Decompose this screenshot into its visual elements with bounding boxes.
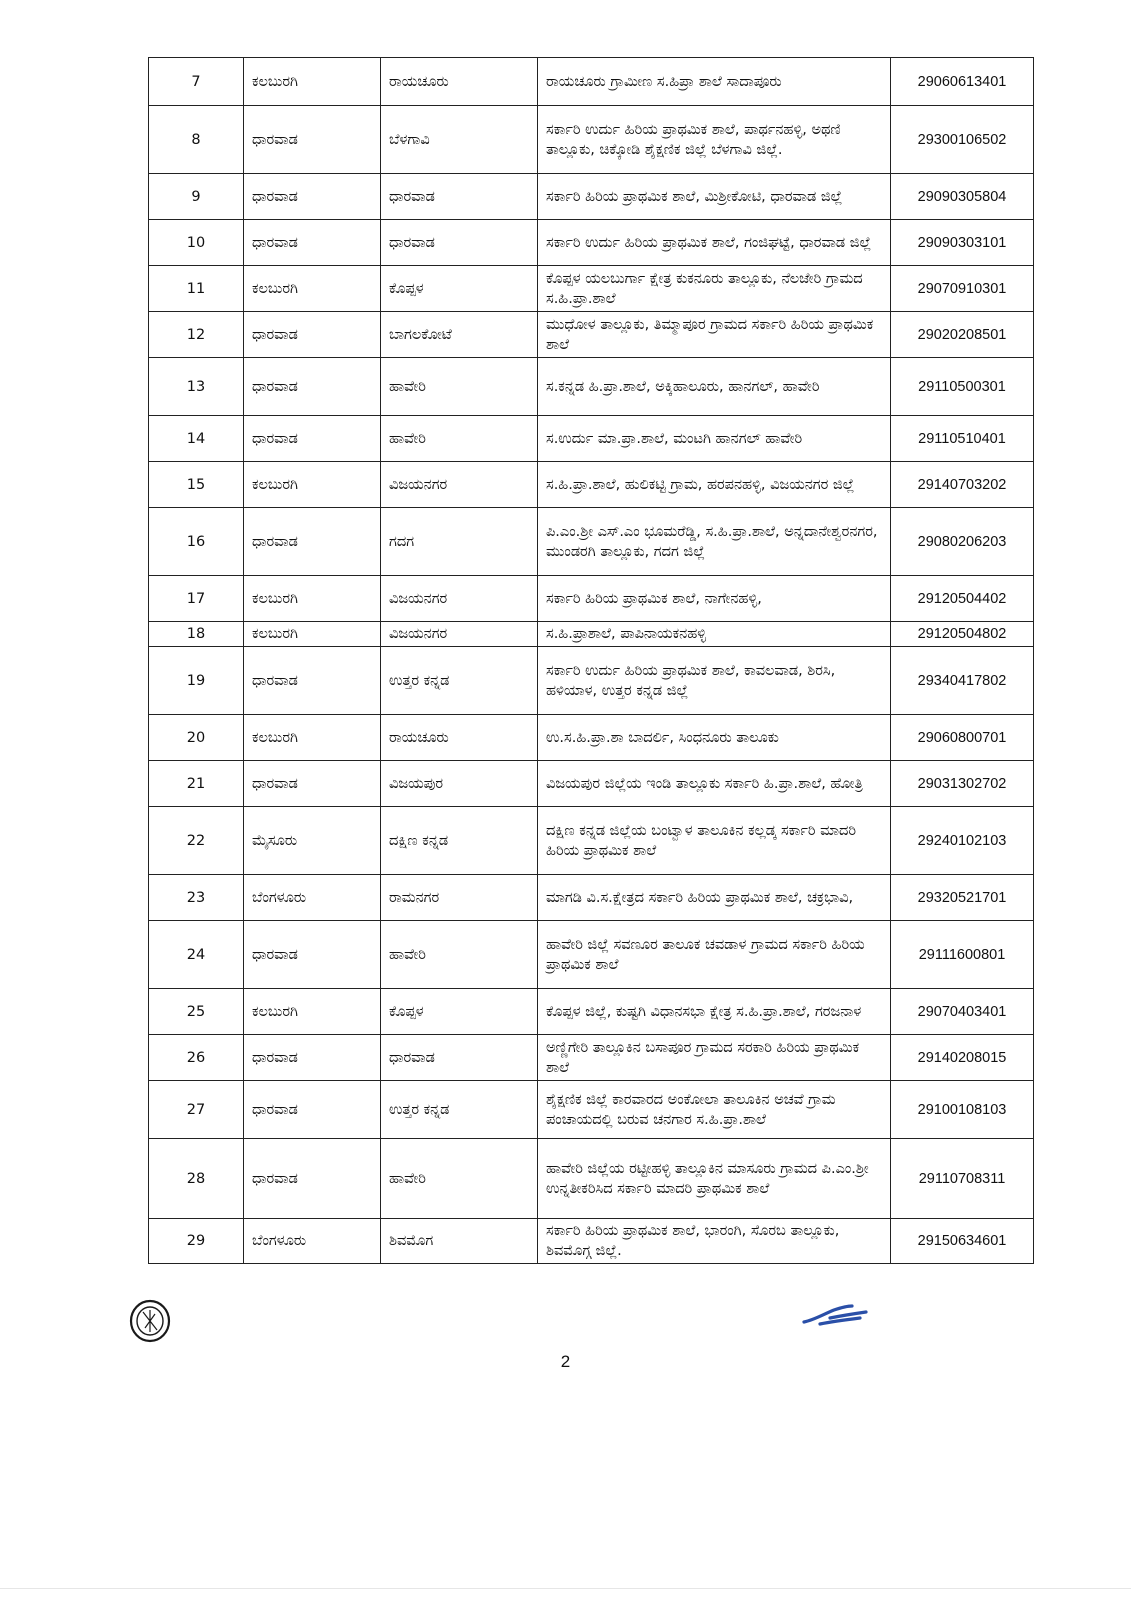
- school-code-cell: 29111600801: [891, 921, 1034, 989]
- table-row: [149, 358, 1034, 416]
- row-number-cell: 22: [149, 807, 244, 875]
- district-cell: ವಿಜಯಪುರ: [381, 761, 538, 807]
- row-number-cell: 15: [149, 462, 244, 508]
- division-cell: ಧಾರವಾಡ: [244, 106, 381, 174]
- division-cell: ಕಲಬುರಗಿ: [244, 989, 381, 1035]
- row-number-cell: 25: [149, 989, 244, 1035]
- school-name-cell: ಹಾವೇರಿ ಜಿಲ್ಲೆಯ ರಟ್ಟೀಹಳ್ಳಿ ತಾಲ್ಲೂಕಿನ ಮಾಸೂರು ಗ್ರಾಮದ ಪಿ.ಎಂ.ಶ್ರೀ ಉನ್ನತೀಕರಿಸಿದ ಸರ್ಕಾರಿ ಮಾದರಿ ಪ್ರಾಥಮಿಕ ಶಾಲೆ: [538, 1139, 891, 1219]
- table-row: [149, 807, 1034, 875]
- school-name-cell: ದಕ್ಷಿಣ ಕನ್ನಡ ಜಿಲ್ಲೆಯ ಬಂಟ್ವಾಳ ತಾಲೂಕಿನ ಕಲ್ಲಡ್ಕ ಸರ್ಕಾರಿ ಮಾದರಿ ಹಿರಿಯ ಪ್ರಾಥಮಿಕ ಶಾಲೆ: [538, 807, 891, 875]
- school-code-cell: 29090303101: [891, 220, 1034, 266]
- row-number-cell: 20: [149, 715, 244, 761]
- division-cell: ಕಲಬುರಗಿ: [244, 715, 381, 761]
- division-cell: ಧಾರವಾಡ: [244, 358, 381, 416]
- table-row: [149, 416, 1034, 462]
- table-row: [149, 508, 1034, 576]
- school-code-cell: 29320521701: [891, 875, 1034, 921]
- school-name-cell: ಸರ್ಕಾರಿ ಹಿರಿಯ ಪ್ರಾಥಮಿಕ ಶಾಲೆ, ಮಿಶ್ರೀಕೋಟಿ, ಧಾರವಾಡ ಜಿಲ್ಲೆ: [538, 174, 891, 220]
- division-cell: ಬೆಂಗಳೂರು: [244, 875, 381, 921]
- division-cell: ಧಾರವಾಡ: [244, 416, 381, 462]
- table-row: [149, 647, 1034, 715]
- school-name-cell: ಮಾಗಡಿ ವಿ.ಸ.ಕ್ಷೇತ್ರದ ಸರ್ಕಾರಿ ಹಿರಿಯ ಪ್ರಾಥಮಿಕ ಶಾಲೆ, ಚಕ್ರಭಾವಿ,: [538, 875, 891, 921]
- district-cell: ಹಾವೇರಿ: [381, 921, 538, 989]
- table-row: [149, 1139, 1034, 1219]
- row-number-cell: 18: [149, 622, 244, 647]
- table-row: [149, 1035, 1034, 1081]
- school-code-cell: 29070403401: [891, 989, 1034, 1035]
- district-cell: ರಾಯಚೂರು: [381, 58, 538, 106]
- district-cell: ರಾಯಚೂರು: [381, 715, 538, 761]
- school-name-cell: ಸರ್ಕಾರಿ ಉರ್ದು ಹಿರಿಯ ಪ್ರಾಥಮಿಕ ಶಾಲೆ, ಗಂಜಿಘಟ್ಟೆ, ಧಾರವಾಡ ಜಿಲ್ಲೆ: [538, 220, 891, 266]
- table-row: [149, 761, 1034, 807]
- school-code-cell: 29060613401: [891, 58, 1034, 106]
- division-cell: ಧಾರವಾಡ: [244, 312, 381, 358]
- row-number-cell: 17: [149, 576, 244, 622]
- row-number-cell: 24: [149, 921, 244, 989]
- division-cell: ಮೈಸೂರು: [244, 807, 381, 875]
- table-row: [149, 462, 1034, 508]
- school-code-cell: 29140208015: [891, 1035, 1034, 1081]
- division-cell: ಕಲಬುರಗಿ: [244, 462, 381, 508]
- school-code-cell: 29300106502: [891, 106, 1034, 174]
- schools-table: [148, 57, 1034, 1264]
- row-number-cell: 13: [149, 358, 244, 416]
- division-cell: ಧಾರವಾಡ: [244, 1081, 381, 1139]
- row-number-cell: 19: [149, 647, 244, 715]
- page-number: 2: [560, 1352, 571, 1371]
- table-row: [149, 312, 1034, 358]
- school-name-cell: ರಾಯಚೂರು ಗ್ರಾಮೀಣ ಸ.ಹಿಪ್ರಾ ಶಾಲೆ ಸಾದಾಪೂರು: [538, 58, 891, 106]
- table-row: [149, 266, 1034, 312]
- row-number-cell: 14: [149, 416, 244, 462]
- division-cell: ಧಾರವಾಡ: [244, 220, 381, 266]
- school-code-cell: 29080206203: [891, 508, 1034, 576]
- district-cell: ಧಾರವಾಡ: [381, 1035, 538, 1081]
- row-number-cell: 28: [149, 1139, 244, 1219]
- table-row: [149, 1081, 1034, 1139]
- division-cell: ಕಲಬುರಗಿ: [244, 576, 381, 622]
- school-name-cell: ಸರ್ಕಾರಿ ಉರ್ದು ಹಿರಿಯ ಪ್ರಾಥಮಿಕ ಶಾಲೆ, ಕಾವಲವಾಡ, ಶಿರಸಿ, ಹಳಿಯಾಳ, ಉತ್ತರ ಕನ್ನಡ ಜಿಲ್ಲೆ: [538, 647, 891, 715]
- district-cell: ರಾಮನಗರ: [381, 875, 538, 921]
- district-cell: ಬೆಳಗಾವಿ: [381, 106, 538, 174]
- district-cell: ವಿಜಯನಗರ: [381, 462, 538, 508]
- row-number-cell: 27: [149, 1081, 244, 1139]
- district-cell: ಕೊಪ್ಪಳ: [381, 266, 538, 312]
- table-row: [149, 174, 1034, 220]
- school-code-cell: 29120504402: [891, 576, 1034, 622]
- school-code-cell: 29110510401: [891, 416, 1034, 462]
- school-code-cell: 29090305804: [891, 174, 1034, 220]
- district-cell: ಧಾರವಾಡ: [381, 220, 538, 266]
- division-cell: ಧಾರವಾಡ: [244, 508, 381, 576]
- district-cell: ಉತ್ತರ ಕನ್ನಡ: [381, 1081, 538, 1139]
- schools-table-body: [149, 58, 1034, 1264]
- school-name-cell: ಶೈಕ್ಷಣಿಕ ಜಿಲ್ಲೆ ಕಾರವಾರದ ಅಂಕೋಲಾ ತಾಲೂಕಿನ ಅಚವೆ ಗ್ರಾಮ ಪಂಚಾಯದಲ್ಲಿ ಬರುವ ಚನಗಾರ ಸ.ಹಿ.ಪ್ರಾ.ಶಾಲೆ: [538, 1081, 891, 1139]
- row-number-cell: 7: [149, 58, 244, 106]
- school-name-cell: ಸ.ಹಿ.ಪ್ರಾ.ಶಾಲೆ, ಹುಲಿಕಟ್ಟಿ ಗ್ರಾಮ, ಹರಪನಹಳ್ಳಿ, ವಿಜಯನಗರ ಜಿಲ್ಲೆ: [538, 462, 891, 508]
- district-cell: ವಿಜಯನಗರ: [381, 576, 538, 622]
- school-name-cell: ಸರ್ಕಾರಿ ಉರ್ದು ಹಿರಿಯ ಪ್ರಾಥಮಿಕ ಶಾಲೆ, ಪಾರ್ಥನಹಳ್ಳಿ, ಅಥಣಿ ತಾಲ್ಲೂಕು, ಚಿಕ್ಕೋಡಿ ಶೈಕ್ಷಣಿಕ ಜಿಲ್ಲೆ ಬೆಳಗಾವಿ ಜಿಲ್ಲೆ.: [538, 106, 891, 174]
- division-cell: ಧಾರವಾಡ: [244, 761, 381, 807]
- district-cell: ಹಾವೇರಿ: [381, 358, 538, 416]
- division-cell: ಬೆಂಗಳೂರು: [244, 1219, 381, 1264]
- school-name-cell: ಪಿ.ಎಂ.ಶ್ರೀ ಎಸ್.ಎಂ ಭೂಮರೆಡ್ಡಿ, ಸ.ಹಿ.ಪ್ರಾ.ಶಾಲೆ, ಅನ್ನದಾನೇಶ್ವರನಗರ, ಮುಂಡರಗಿ ತಾಲ್ಲೂಕು, ಗದಗ ಜಿಲ್ಲೆ: [538, 508, 891, 576]
- school-name-cell: ಸ.ಕನ್ನಡ ಹಿ.ಪ್ರಾ.ಶಾಲೆ, ಅಕ್ಕಿಹಾಲೂರು, ಹಾನಗಲ್, ಹಾವೇರಿ: [538, 358, 891, 416]
- school-name-cell: ಹಾವೇರಿ ಜಿಲ್ಲೆ ಸವಣೂರ ತಾಲೂಕ ಚವಡಾಳ ಗ್ರಾಮದ ಸರ್ಕಾರಿ ಹಿರಿಯ ಪ್ರಾಥಮಿಕ ಶಾಲೆ: [538, 921, 891, 989]
- division-cell: ಧಾರವಾಡ: [244, 921, 381, 989]
- district-cell: ಬಾಗಲಕೋಟೆ: [381, 312, 538, 358]
- school-name-cell: ಸರ್ಕಾರಿ ಹಿರಿಯ ಪ್ರಾಥಮಿಕ ಶಾಲೆ, ನಾಗೇನಹಳ್ಳಿ,: [538, 576, 891, 622]
- row-number-cell: 29: [149, 1219, 244, 1264]
- division-cell: ಕಲಬುರಗಿ: [244, 622, 381, 647]
- school-code-cell: 29110708311: [891, 1139, 1034, 1219]
- district-cell: ಶಿವಮೊಗ: [381, 1219, 538, 1264]
- signature: [800, 1300, 872, 1328]
- school-code-cell: 29020208501: [891, 312, 1034, 358]
- table-row: [149, 715, 1034, 761]
- school-name-cell: ಸ.ಹಿ.ಪ್ರಾಶಾಲೆ, ಪಾಪಿನಾಯಕನಹಳ್ಳಿ: [538, 622, 891, 647]
- school-code-cell: 29110500301: [891, 358, 1034, 416]
- row-number-cell: 12: [149, 312, 244, 358]
- scan-edge-line: [0, 1588, 1131, 1589]
- division-cell: ಧಾರವಾಡ: [244, 1035, 381, 1081]
- division-cell: ಧಾರವಾಡ: [244, 174, 381, 220]
- table-row: [149, 576, 1034, 622]
- school-name-cell: ಉ.ಸ.ಹಿ.ಪ್ರಾ.ಶಾ ಬಾದರ್ಲಿ, ಸಿಂಧನೂರು ತಾಲೂಕು: [538, 715, 891, 761]
- district-cell: ಉತ್ತರ ಕನ್ನಡ: [381, 647, 538, 715]
- table-row: [149, 989, 1034, 1035]
- school-code-cell: 29150634601: [891, 1219, 1034, 1264]
- district-cell: ಕೊಪ್ಪಳ: [381, 989, 538, 1035]
- school-code-cell: 29070910301: [891, 266, 1034, 312]
- row-number-cell: 11: [149, 266, 244, 312]
- district-cell: ಹಾವೇರಿ: [381, 416, 538, 462]
- row-number-cell: 9: [149, 174, 244, 220]
- school-code-cell: 29100108103: [891, 1081, 1034, 1139]
- table-row: [149, 106, 1034, 174]
- row-number-cell: 8: [149, 106, 244, 174]
- district-cell: ಧಾರವಾಡ: [381, 174, 538, 220]
- row-number-cell: 10: [149, 220, 244, 266]
- row-number-cell: 23: [149, 875, 244, 921]
- school-name-cell: ಕೊಪ್ಪಳ ಜಿಲ್ಲೆ, ಕುಷ್ಟಗಿ ವಿಧಾನಸಭಾ ಕ್ಷೇತ್ರ ಸ.ಹಿ.ಪ್ರಾ.ಶಾಲೆ, ಗರಜನಾಳ: [538, 989, 891, 1035]
- district-cell: ಹಾವೇರಿ: [381, 1139, 538, 1219]
- division-cell: ಕಲಬುರಗಿ: [244, 266, 381, 312]
- row-number-cell: 26: [149, 1035, 244, 1081]
- table-row: [149, 622, 1034, 647]
- table-row: [149, 1219, 1034, 1264]
- division-cell: ಕಲಬುರಗಿ: [244, 58, 381, 106]
- school-code-cell: 29340417802: [891, 647, 1034, 715]
- school-name-cell: ಸ.ಉರ್ದು ಮಾ.ಪ್ರಾ.ಶಾಲೆ, ಮಂಟಗಿ ಹಾನಗಲ್ ಹಾವೇರಿ: [538, 416, 891, 462]
- school-code-cell: 29060800701: [891, 715, 1034, 761]
- school-name-cell: ಸರ್ಕಾರಿ ಹಿರಿಯ ಪ್ರಾಥಮಿಕ ಶಾಲೆ, ಭಾರಂಗಿ, ಸೊರಬ ತಾಲ್ಲೂಕು, ಶಿವಮೊಗ್ಗ ಜಿಲ್ಲೆ.: [538, 1219, 891, 1264]
- table-row: [149, 875, 1034, 921]
- district-cell: ವಿಜಯನಗರ: [381, 622, 538, 647]
- school-name-cell: ಕೊಪ್ಪಳ ಯಲಬುರ್ಗಾ ಕ್ಷೇತ್ರ ಕುಕನೂರು ತಾಲ್ಲೂಕು, ನೆಲಜೇರಿ ಗ್ರಾಮದ ಸ.ಹಿ.ಪ್ರಾ.ಶಾಲೆ: [538, 266, 891, 312]
- division-cell: ಧಾರವಾಡ: [244, 1139, 381, 1219]
- table-row: [149, 220, 1034, 266]
- table-row: [149, 58, 1034, 106]
- stamp-seal: [128, 1298, 172, 1344]
- school-code-cell: 29140703202: [891, 462, 1034, 508]
- school-code-cell: 29031302702: [891, 761, 1034, 807]
- school-name-cell: ಮುಧೋಳ ತಾಲ್ಲೂಕು, ತಿಮ್ಮಾಪೂರ ಗ್ರಾಮದ ಸರ್ಕಾರಿ ಹಿರಿಯ ಪ್ರಾಥಮಿಕ ಶಾಲೆ: [538, 312, 891, 358]
- school-code-cell: 29120504802: [891, 622, 1034, 647]
- district-cell: ದಕ್ಷಿಣ ಕನ್ನಡ: [381, 807, 538, 875]
- row-number-cell: 21: [149, 761, 244, 807]
- division-cell: ಧಾರವಾಡ: [244, 647, 381, 715]
- row-number-cell: 16: [149, 508, 244, 576]
- district-cell: ಗದಗ: [381, 508, 538, 576]
- school-code-cell: 29240102103: [891, 807, 1034, 875]
- school-name-cell: ವಿಜಯಪುರ ಜಿಲ್ಲೆಯ ಇಂಡಿ ತಾಲ್ಲೂಕು ಸರ್ಕಾರಿ ಹಿ.ಪ್ರಾ.ಶಾಲೆ, ಹೋತ್ರಿ: [538, 761, 891, 807]
- table-row: [149, 921, 1034, 989]
- school-name-cell: ಅಣ್ಣಿಗೇರಿ ತಾಲ್ಲೂಕಿನ ಬಸಾಪೂರ ಗ್ರಾಮದ ಸರಕಾರಿ ಹಿರಿಯ ಪ್ರಾಥಮಿಕ ಶಾಲೆ: [538, 1035, 891, 1081]
